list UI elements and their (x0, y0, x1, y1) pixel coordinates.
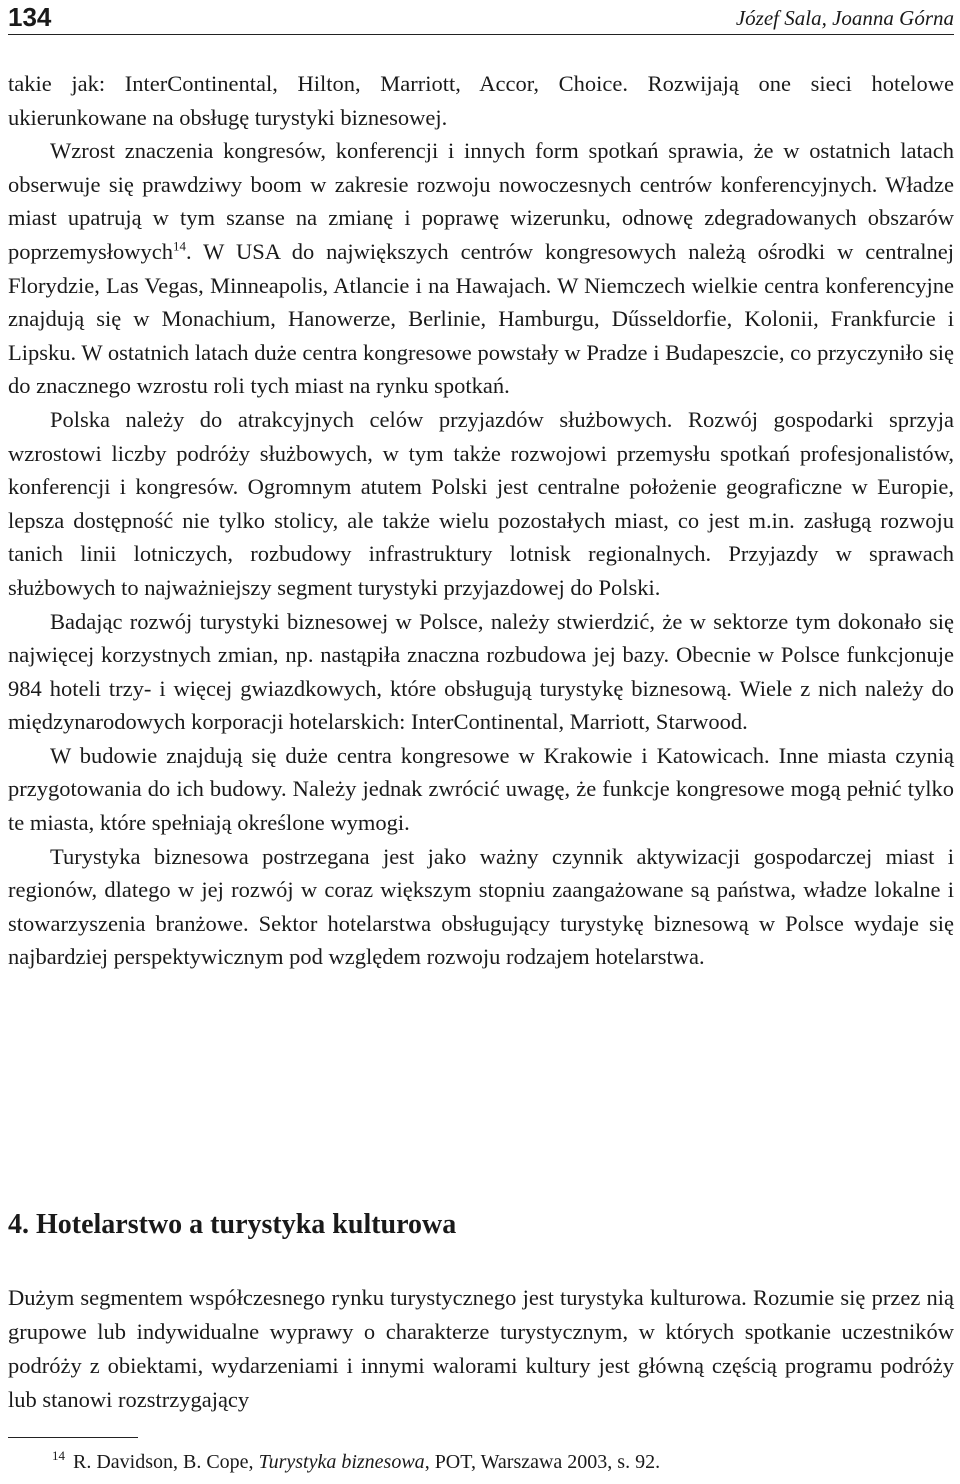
section-text (8, 1281, 954, 1417)
paragraph: Dużym segmentem współczesnego rynku turystycznego jest turystyka kulturowa. Rozumie się przez nią grupowe lub indywidualne wyprawy o charakterze turystycznym, w których spotkanie uczestników podróży z obiektami, wydarzeniami i innymi walorami kultury jest główną częścią programu podróży lub stanowi rozstrzygający (8, 1285, 954, 1412)
paragraph: Polska należy do atrakcyjnych celów przyjazdów służbowych. Rozwój gospodarki sprzyja wzrostowi liczby podróży służbowych, w tym także rozwojowi przemysłu spotkań profesjonalistów, konferencji i kongresów. Ogromnym atutem Polski jest centralne położenie geograficzne w Europie, lepsza dostępność nie tylko stolicy, ale także wielu pozostałych miast, co jest m.in. zasługą rozwoju tanich linii lotniczych, rozbudowy infrastruktury lotnisk regionalnych. Przyjazdy w sprawach służbowych to najważniejszy segment turystyki przyjazdowej do Polski. (8, 406, 954, 600)
footnote (52, 1448, 661, 1474)
paragraph: W budowie znajdują się duże centra kongresowe w Krakowie i Katowicach. Inne miasta czynią przygotowania do ich budowy. Należy jednak zwrócić uwagę, że funkcje kongresowe mogą pełnić tylko te miasta, które spełniają określone wymogi. (8, 742, 954, 836)
header-rule (8, 34, 954, 35)
paragraph-text: Wzrost znaczenia kongresów, konferencji i innych form spotkań sprawia, że w ostatnich latach obserwuje się prawdziwy boom w zakresie rozwoju nowoczesnych centrów konferencyjnych. Władze miast upatrują w tym szanse na zmianę i poprawę wizerunku, odnowę zdegradowanych obszarów poprzemysłowych (8, 138, 954, 264)
running-head-authors: Józef Sala, Joanna Górna (735, 6, 954, 30)
page-number: 134 (8, 2, 52, 32)
page-header (8, 0, 954, 40)
footnote-reference[interactable]: 14 (172, 238, 186, 254)
footnote-details: , POT, Warszawa 2003, s. 92. (424, 1451, 661, 1473)
footnote-rule (8, 1437, 138, 1438)
paragraph (8, 134, 954, 403)
footnote-number: 14 (52, 1448, 65, 1464)
footnote-title: Turystyka biznesowa (258, 1451, 425, 1473)
footnote-authors: R. Davidson, B. Cope, (73, 1451, 259, 1473)
paragraph: Badając rozwój turystyki biznesowej w Polsce, należy stwierdzić, że w sektorze tym dokonało się najwięcej korzystnych zmian, np. nastąpiła znaczna rozbudowa jej bazy. Obecnie w Polsce funkcjonuje 984 hoteli trzy- i więcej gwiazdkowych, które obsługują turystykę biznesową. Wiele z nich należy do międzynarodowych korporacji hotelarskich: InterContinental, Marriott, Starwood. (8, 608, 954, 735)
paragraph: Turystyka biznesowa postrzegana jest jako ważny czynnik aktywizacji gospodarczej miast i regionów, dlatego w jej rozwój w coraz większym stopniu zaangażowane są państwa, władze lokalne i stowarzyszenia branżowe. Sektor hotelarstwa obsługujący turystykę biznesową w Polsce wydaje się najbardziej perspektywicznym pod względem rozwoju rodzajem hotelarstwa. (8, 843, 954, 970)
body-text (8, 67, 954, 974)
paragraph-text: . W USA do największych centrów kongresowych należą ośrodki w centralnej Florydzie, Las Vegas, Minneapolis, Atlancie i na Hawajach. W Niemczech wielkie centra konferencyjne znajdują się w Monachium, Hanowerze, Berlinie, Hamburgu, Dűsseldorfie, Kolonii, Frankfurcie i Lipsku. W ostatnich latach duże centra kongresowe powstały w Pradze i Budapeszcie, co przyczyniło się do znacznego wzrostu roli tych miast na rynku spotkań. (8, 238, 954, 399)
section-heading: 4. Hotelarstwo a turystyka kulturowa (8, 1209, 457, 1240)
paragraph: takie jak: InterContinental, Hilton, Marriott, Accor, Choice. Rozwijają one sieci hotelowe ukierunkowane na obsługę turystyki biznesowej. (8, 71, 954, 130)
